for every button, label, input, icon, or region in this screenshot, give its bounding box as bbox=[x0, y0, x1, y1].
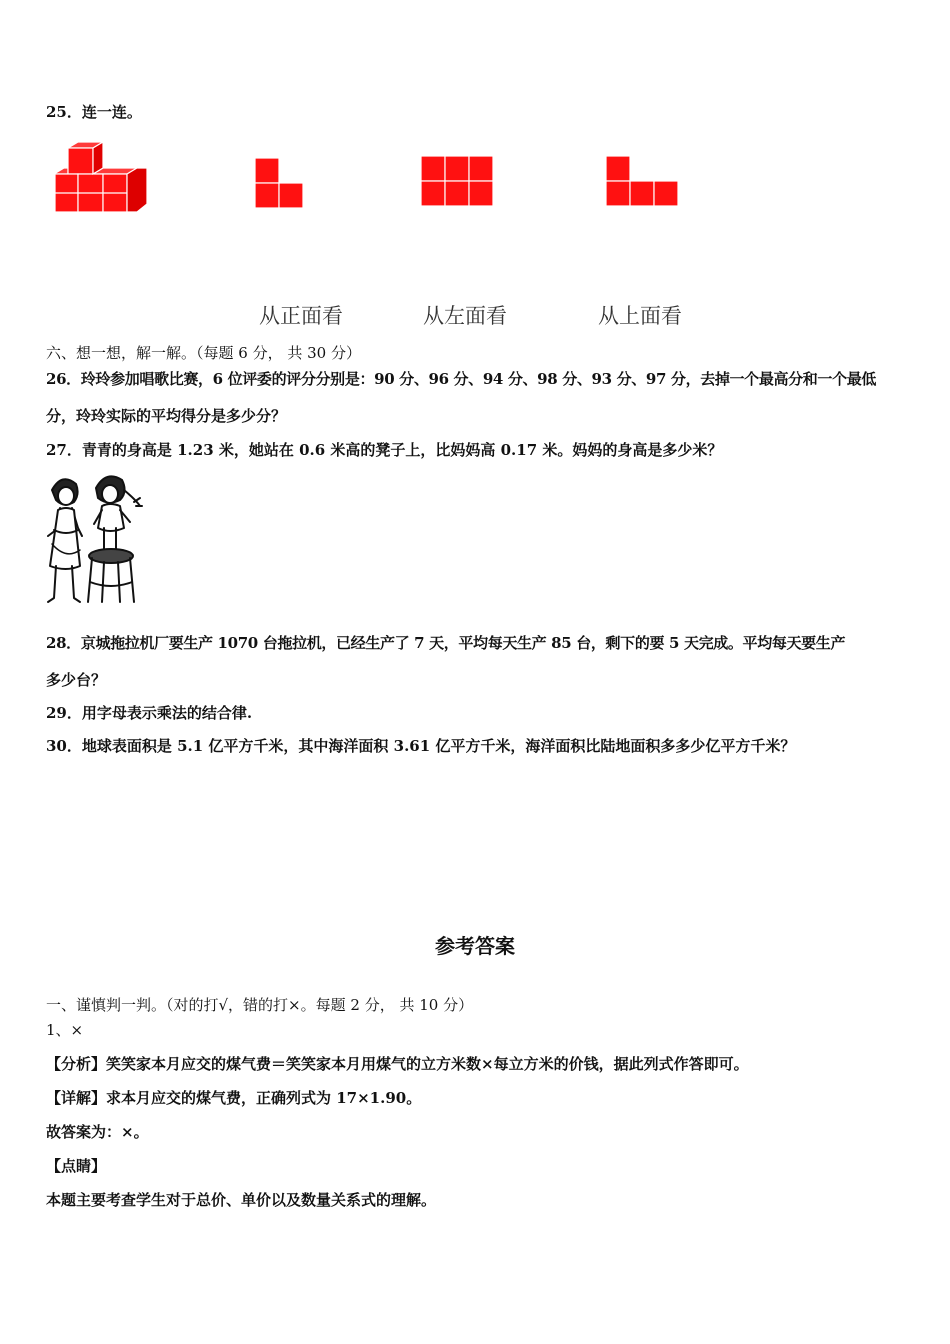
view-label-front: 从正面看 bbox=[259, 304, 343, 328]
answer-conclusion: 故答案为：×。 bbox=[46, 1123, 149, 1141]
view-label-top: 从上面看 bbox=[598, 304, 682, 328]
answer-detail: 【详解】求本月应交的煤气费，正确列式为 17×1.90。 bbox=[46, 1089, 422, 1107]
section-6-heading: 六、想一想，解一解。（每题 6 分， 共 30 分） bbox=[46, 344, 361, 362]
girls-stool-illustration bbox=[44, 470, 148, 610]
answers-title: 参考答案 bbox=[435, 934, 515, 958]
answer-item-1: 1、× bbox=[46, 1021, 84, 1039]
question-30: 30．地球表面积是 5.1 亿平方千米，其中海洋面积 3.61 亿平方千米，海洋面积比陆地面积多多少亿平方千米？ bbox=[46, 737, 796, 755]
view-shape-1 bbox=[255, 158, 305, 210]
view-shape-3 bbox=[606, 156, 681, 208]
answer-comment-label: 【点睛】 bbox=[46, 1157, 107, 1175]
question-25: 25．连一连。 bbox=[46, 103, 142, 121]
question-28-line2: 多少台？ bbox=[46, 671, 107, 689]
question-27: 27．青青的身高是 1.23 米，她站在 0.6 米高的凳子上，比妈妈高 0.17 米。妈妈的身高是多少米？ bbox=[46, 441, 723, 459]
view-label-left: 从左面看 bbox=[423, 304, 507, 328]
answers-section-1: 一、谨慎判一判。（对的打√，错的打×。每题 2 分， 共 10 分） bbox=[46, 996, 474, 1014]
view-shape-2 bbox=[421, 156, 495, 208]
question-26-line1: 26．玲玲参加唱歌比赛，6 位评委的评分分别是：90 分、96 分、94 分、98 分、93 分、97 分，去掉一个最高分和一个最低 bbox=[46, 370, 877, 388]
question-28-line1: 28．京城拖拉机厂要生产 1070 台拖拉机，已经生产了 7 天，平均每天生产 85 台，剩下的要 5 天完成。平均每天要生产 bbox=[46, 634, 846, 652]
answer-comment: 本题主要考查学生对于总价、单价以及数量关系式的理解。 bbox=[46, 1191, 437, 1209]
question-29: 29．用字母表示乘法的结合律. bbox=[46, 704, 253, 722]
answer-analysis: 【分析】笑笑家本月应交的煤气费＝笑笑家本月用煤气的立方米数×每立方米的价钱，据此列式作答即可。 bbox=[46, 1055, 749, 1073]
question-26-line2: 分，玲玲实际的平均得分是多少分？ bbox=[46, 407, 287, 425]
cube-solid-figure bbox=[50, 140, 155, 220]
